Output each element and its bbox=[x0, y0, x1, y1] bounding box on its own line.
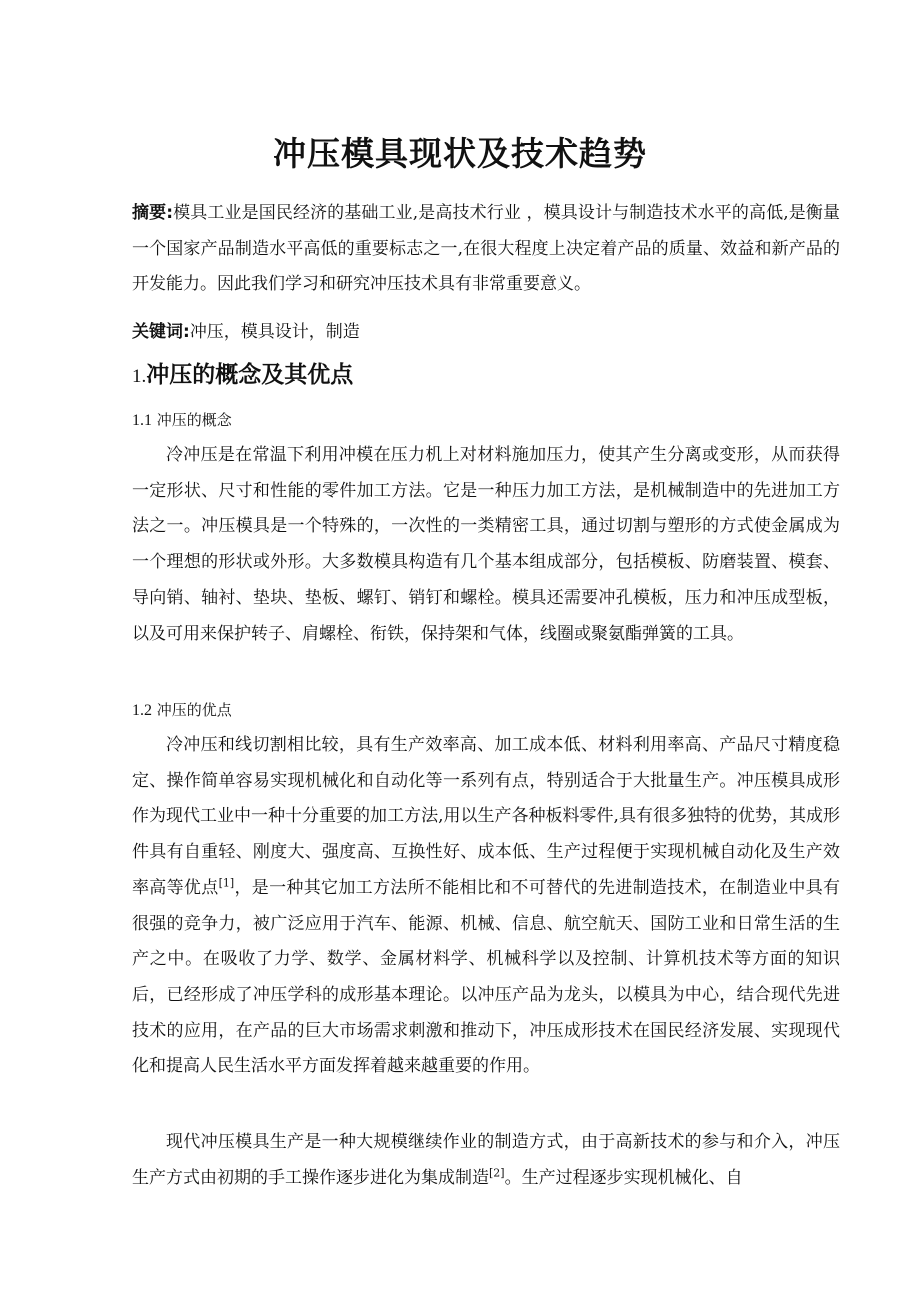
citation-ref-1: [1] bbox=[218, 876, 235, 890]
section-1-1-number: 1.1 bbox=[132, 412, 152, 429]
paragraph-text: ，是一种其它加工方法所不能相比和不可替代的先进制造技术，在制造业中具有很强的竞争力，被广泛应用于汽车、能源、机械、信息、航空航天、国防工业和日常生活的生产之中。在吸收了力学、数学、金属材料学、机械科学以及控制、计算机技术等方面的知识后，已经形成了冲压学科的成形基本理论。以冲压产品为龙头，以模具为中心，结合现代先进技术的应用，在产品的巨大市场需求刺激和推动下，冲压成形技术在国民经济发展、实现现代化和提高人民生活水平方面发挥着越来越重要的作用。 bbox=[132, 877, 841, 1077]
section-1-1-title: 冲压的概念 bbox=[156, 411, 232, 429]
section-1-2-number: 1.2 bbox=[132, 702, 152, 719]
section-1-number: 1. bbox=[132, 366, 147, 387]
section-1-1-heading bbox=[132, 409, 232, 430]
section-1-2-paragraph-2 bbox=[132, 1125, 840, 1196]
paragraph-text: 现代冲压模具生产是一种大规模继续作业的制造方式，由于高新技术的参与和介入，冲压生产方式由初期的手工操作逐步进化为集成制造 bbox=[132, 1132, 840, 1188]
citation-ref-2: [2] bbox=[489, 1166, 505, 1180]
section-1-title: 冲压的概念及其优点 bbox=[146, 362, 354, 388]
section-1-2-title: 冲压的优点 bbox=[156, 701, 232, 719]
paragraph-text: 冷冲压和线切割相比较，具有生产效率高、加工成本低、材料利用率高、产品尺寸精度稳定、操作简单容易实现机械化和自动化等一系列有点，特别适合于大批量生产。冲压模具成形作为现代工业中一种十分重要的加工方法,用以生产各种板料零件,具有很多独特的优势，其成形件具有自重轻、刚度大、强度高、互换性好、成本低、生产过程便于实现机械自动化及生产效率高等优点 bbox=[132, 735, 840, 898]
section-1-1-paragraph: 冷冲压是在常温下利用冲模在压力机上对材料施加压力，使其产生分离或变形，从而获得一定形状、尺寸和性能的零件加工方法。它是一种压力加工方法，是机械制造中的先进加工方法之一。冲压模具是一个特殊的，一次性的一类精密工具，通过切割与塑形的方式使金属成为一个理想的形状或外形。大多数模具构造有几个基本组成部分，包括模板、防磨装置、模套、导向销、轴衬、垫块、垫板、螺钉、销钉和螺栓。模具还需要冲孔模板，压力和冲压成型板，以及可用来保护转子、肩螺栓、衔铁，保持架和气体，线圈或聚氨酯弹簧的工具。 bbox=[132, 445, 840, 644]
section-1-heading bbox=[132, 356, 353, 389]
section-1-2-heading bbox=[132, 699, 232, 720]
keywords-line bbox=[132, 315, 840, 351]
section-1-2-paragraph-1 bbox=[132, 728, 840, 1085]
abstract-paragraph bbox=[132, 196, 840, 303]
keywords-text: 冲压，模具设计，制造 bbox=[189, 322, 360, 342]
document-title: 冲压模具现状及技术趋势 bbox=[273, 134, 647, 173]
abstract-text: 模具工业是国民经济的基础工业,是高技术行业 ，模具设计与制造技术水平的高低,是衡量一个国家产品制造水平高低的重要标志之一,在很大程度上决定着产品的质量、效益和新产品的开发能力。因此我们学习和研究冲压技术具有非常重要意义。 bbox=[132, 203, 840, 295]
abstract-label: 摘要: bbox=[132, 203, 174, 223]
paragraph-text: 。生产过程逐步实现机械化、自 bbox=[504, 1167, 743, 1188]
keywords-label: 关键词: bbox=[132, 322, 190, 342]
